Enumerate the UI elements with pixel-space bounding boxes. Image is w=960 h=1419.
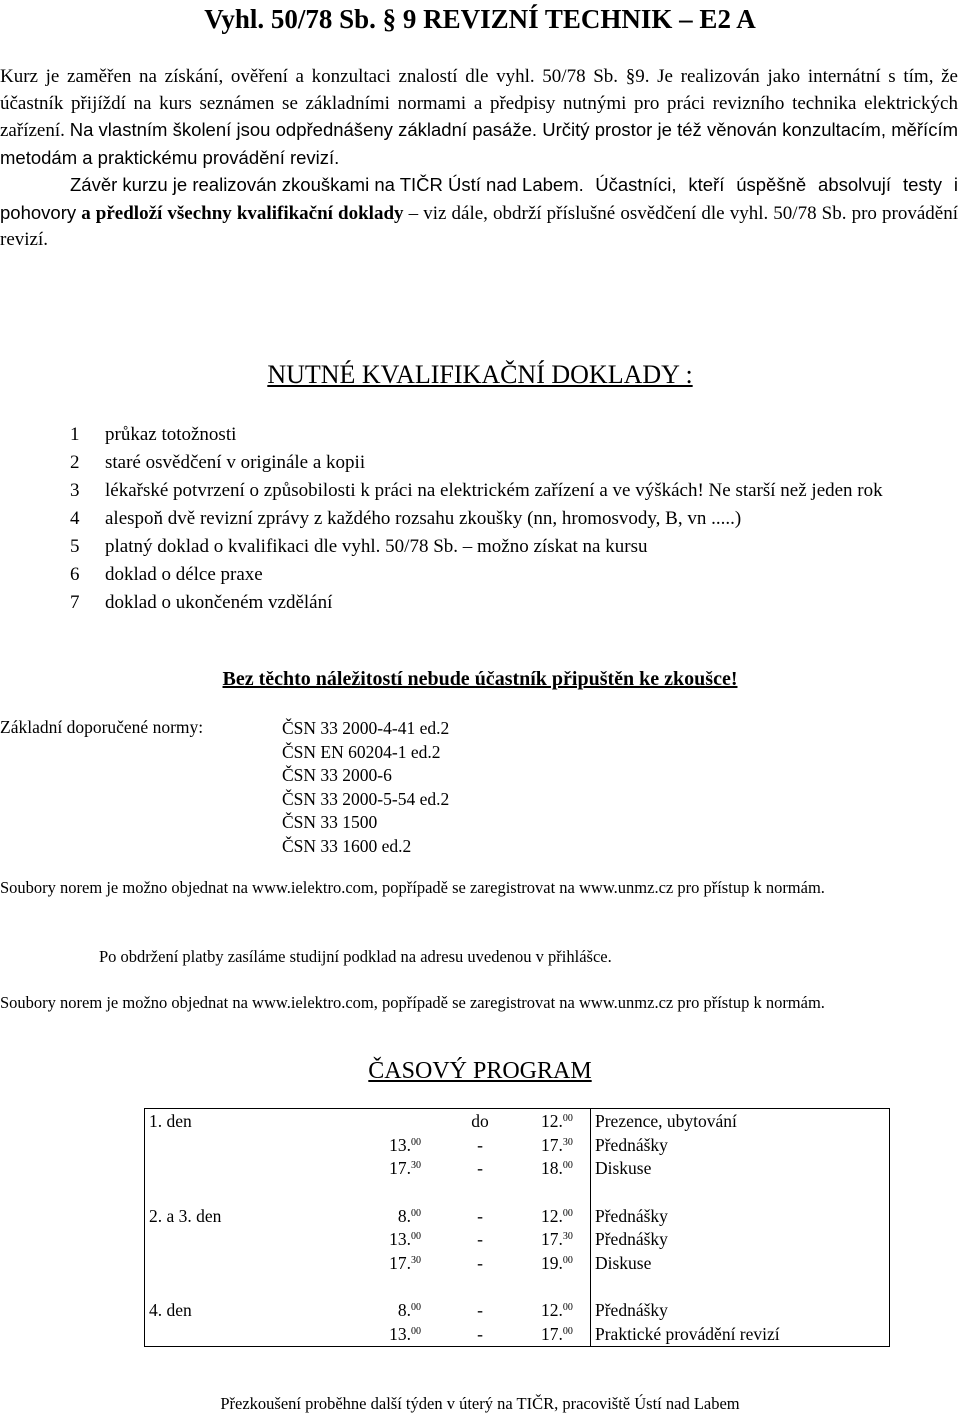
empty-cell	[529, 1275, 591, 1299]
to-minute: 00	[562, 1254, 573, 1266]
norm-item: ČSN 33 2000-6	[282, 765, 392, 785]
item-number: 4	[70, 508, 80, 529]
qualification-heading: NUTNÉ KVALIFIKAČNÍ DOKLADY :	[267, 360, 693, 389]
norm-item: ČSN EN 60204-1 ed.2	[282, 741, 441, 762]
to-cell	[529, 1227, 591, 1251]
to-hour: 17.	[541, 1324, 563, 1345]
admission-warning: Bez těchto náležitostí nebude účastník připuštěn ke zkoušce!	[222, 668, 738, 690]
table-row	[145, 1299, 890, 1323]
to-minute: 00	[562, 1207, 573, 1219]
norms-order-note-repeat: Soubory norem je možno objednat na www.ielektro.com, popřípadě se zaregistrovat na www.unmz.cz pro přístup k normám.	[0, 993, 825, 1012]
table-row	[145, 1204, 890, 1228]
norm-item: ČSN 33 1600 ed.2	[282, 835, 412, 856]
norm-item: ČSN 33 1500	[282, 812, 378, 832]
item-text: doklad o ukončeném vzdělání	[105, 592, 333, 613]
list-item	[70, 421, 950, 449]
from-minute: 30	[411, 1160, 421, 1172]
intro-p2-bold: a předloží všechny kvalifikační doklady	[81, 202, 404, 224]
day-cell	[145, 1227, 286, 1251]
to-cell	[529, 1133, 591, 1157]
to-hour: 12.	[541, 1300, 563, 1321]
from-hour: 8.	[397, 1205, 411, 1226]
list-item	[70, 505, 950, 533]
intro-paragraph-1	[0, 64, 958, 172]
day-cell: 1. den	[145, 1109, 286, 1133]
to-cell	[529, 1204, 591, 1228]
qualification-list	[70, 421, 950, 617]
day-cell	[145, 1133, 286, 1157]
to-cell	[529, 1251, 591, 1275]
norms-label: Základní doporučené normy:	[0, 717, 204, 737]
item-number: 1	[70, 424, 80, 445]
study-material-note: Po obdržení platby zasíláme studijní podklad na adresu uvedenou v přihlášce.	[99, 947, 612, 966]
from-minute: 00	[411, 1302, 421, 1314]
to-minute: 00	[562, 1326, 573, 1338]
separator-cell: -	[431, 1322, 529, 1346]
document-title: Vyhl. 50/78 Sb. § 9 REVIZNÍ TECHNIK – E2 A	[204, 4, 756, 34]
from-cell	[285, 1322, 431, 1346]
from-cell	[285, 1251, 431, 1275]
intro-p2-part-c: – viz dále, obdrží příslušné osvědčení dle vyhl. 50/78 Sb. pro provádění revizí.	[0, 202, 958, 250]
empty-cell	[591, 1180, 890, 1204]
item-number: 6	[70, 564, 80, 585]
item-text: doklad o délce praxe	[105, 564, 263, 585]
list-item	[70, 589, 950, 617]
intro-paragraph-2	[0, 172, 958, 254]
activity-cell: Prezence, ubytování	[591, 1109, 890, 1133]
from-hour: 13.	[389, 1324, 411, 1345]
from-minute: 00	[411, 1136, 421, 1148]
activity-cell: Přednášky	[591, 1133, 890, 1157]
day-cell	[145, 1322, 286, 1346]
activity-cell: Přednášky	[591, 1227, 890, 1251]
from-minute: 00	[411, 1231, 421, 1243]
activity-cell: Diskuse	[591, 1156, 890, 1180]
empty-cell	[285, 1275, 431, 1299]
list-item	[70, 449, 950, 477]
from-cell	[285, 1156, 431, 1180]
day-cell: 4. den	[145, 1299, 286, 1323]
empty-cell	[285, 1180, 431, 1204]
activity-cell: Diskuse	[591, 1251, 890, 1275]
from-hour: 13.	[389, 1229, 411, 1250]
to-minute: 30	[562, 1136, 573, 1148]
table-spacer-row	[145, 1180, 890, 1204]
empty-cell	[145, 1180, 286, 1204]
table-row	[145, 1109, 890, 1133]
separator-cell: do	[431, 1109, 529, 1133]
empty-cell	[591, 1275, 890, 1299]
list-item	[70, 561, 950, 589]
exam-footer-note: Přezkoušení proběhne další týden v úterý na TIČR, pracoviště Ústí nad Labem	[220, 1394, 740, 1413]
separator-cell: -	[477, 1134, 483, 1155]
to-minute: 30	[562, 1231, 573, 1243]
separator-cell: -	[477, 1205, 483, 1226]
item-number: 2	[70, 452, 80, 473]
day-cell: 2. a 3. den	[145, 1204, 286, 1228]
norm-item: ČSN 33 2000-5-54 ed.2	[282, 788, 450, 809]
activity-cell: Přednášky	[591, 1204, 890, 1228]
to-minute: 00	[562, 1160, 573, 1172]
from-minute: 00	[411, 1207, 421, 1219]
schedule-table	[144, 1108, 890, 1347]
empty-cell	[145, 1275, 286, 1299]
from-hour: 17.	[389, 1158, 411, 1179]
intro-p1-part-b: Na vlastním školení jsou odpřednášeny základní pasáže. Určitý prostor je též věnován konzultacím, měřícím metodám a praktickému provádění revizí.	[0, 119, 958, 168]
to-hour: 12.	[541, 1110, 563, 1131]
to-hour: 12.	[541, 1205, 563, 1226]
table-row	[145, 1156, 890, 1180]
to-cell	[529, 1322, 591, 1346]
intro-p2-part-b: Účastníci, kteří úspěšně absolvují testy i pohovory	[0, 174, 958, 223]
from-hour: 17.	[389, 1252, 411, 1273]
item-number: 3	[70, 480, 80, 501]
schedule-heading: ČASOVÝ PROGRAM	[368, 1058, 592, 1084]
empty-cell	[431, 1275, 529, 1299]
norms-order-note: Soubory norem je možno objednat na www.ielektro.com, popřípadě se zaregistrovat na www.unmz.cz pro přístup k normám.	[0, 878, 825, 897]
table-row	[145, 1322, 890, 1346]
day-cell	[145, 1156, 286, 1180]
from-cell	[285, 1109, 431, 1133]
from-minute: 00	[411, 1326, 421, 1338]
activity-cell: Přednášky	[591, 1299, 890, 1323]
item-number: 7	[70, 592, 80, 613]
to-hour: 17.	[541, 1134, 563, 1155]
to-cell	[529, 1156, 591, 1180]
to-minute: 00	[562, 1302, 573, 1314]
empty-cell	[431, 1180, 529, 1204]
item-text: lékařské potvrzení o způsobilosti k práci na elektrickém zařízení a ve výškách! Ne starší než jeden rok	[105, 480, 883, 501]
from-hour: 8.	[397, 1300, 411, 1321]
from-minute: 30	[411, 1254, 421, 1266]
to-cell	[529, 1109, 591, 1133]
list-item	[70, 533, 950, 561]
day-cell	[145, 1251, 286, 1275]
to-hour: 19.	[541, 1252, 563, 1273]
item-text: platný doklad o kvalifikaci dle vyhl. 50/78 Sb. – možno získat na kursu	[105, 536, 648, 557]
table-row	[145, 1251, 890, 1275]
intro-p1-part-a: Kurz je zaměřen na získání, ověření a konzultaci znalostí dle vyhl. 50/78 Sb. §9. Je realizován jako internátní s tím, že účastník přijíždí na kurs seznámen se základními normami a předpisy nutnými pro práci revizního technika elektrických zařízení.	[0, 66, 958, 141]
from-cell	[285, 1299, 431, 1323]
to-cell	[529, 1299, 591, 1323]
item-text: průkaz totožnosti	[105, 424, 237, 445]
separator-cell: -	[477, 1229, 483, 1250]
from-cell	[285, 1227, 431, 1251]
to-minute: 00	[562, 1112, 573, 1124]
empty-cell	[529, 1180, 591, 1204]
item-text: staré osvědčení v originále a kopii	[105, 452, 366, 473]
norm-item: ČSN 33 2000-4-41 ed.2	[282, 718, 450, 738]
list-item	[70, 477, 950, 505]
separator-cell: -	[477, 1158, 483, 1179]
to-hour: 17.	[541, 1229, 563, 1250]
intro-text	[0, 64, 958, 254]
table-row	[145, 1133, 890, 1157]
activity-cell: Praktické provádění revizí	[591, 1322, 890, 1346]
intro-p2-part-a: Závěr kurzu je realizován zkouškami na TIČR Ústí nad Labem.	[70, 174, 584, 195]
separator-cell: -	[477, 1300, 483, 1321]
separator-cell: -	[477, 1252, 483, 1273]
from-cell	[285, 1133, 431, 1157]
norms-list	[282, 717, 449, 858]
table-spacer-row	[145, 1275, 890, 1299]
from-hour: 13.	[389, 1134, 411, 1155]
item-number: 5	[70, 536, 80, 557]
item-text: alespoň dvě revizní zprávy z každého rozsahu zkoušky (nn, hromosvody, B, vn .....)	[105, 508, 742, 529]
to-hour: 18.	[541, 1158, 563, 1179]
from-cell	[285, 1204, 431, 1228]
table-row	[145, 1227, 890, 1251]
